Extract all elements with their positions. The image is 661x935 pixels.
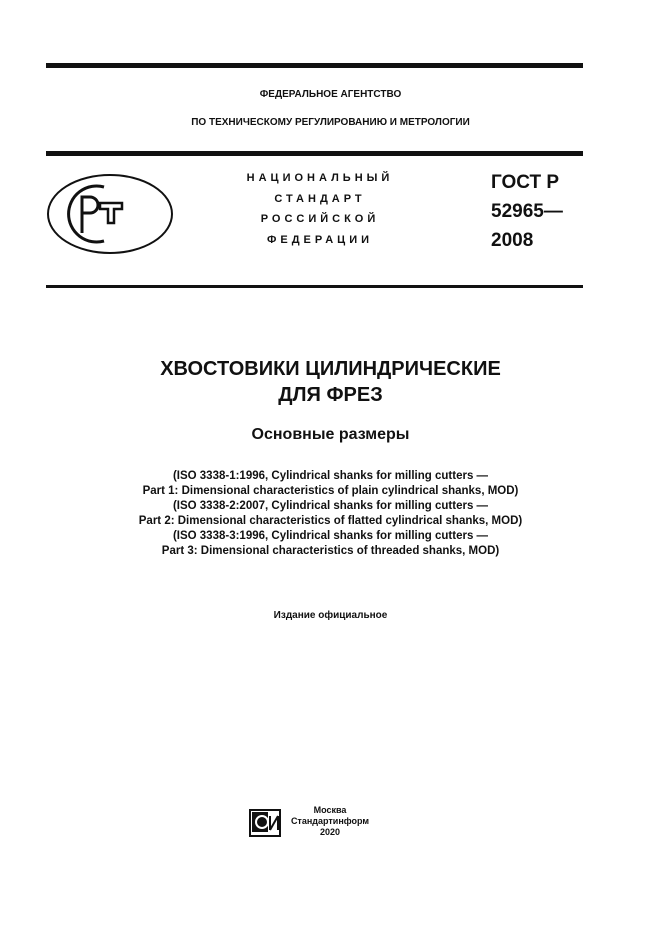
publisher-name: Стандартинформ xyxy=(290,816,370,826)
iso-ref-line: Part 3: Dimensional characteristics of threaded shanks, MOD) xyxy=(161,545,500,557)
standard-type-line: НАЦИОНАЛЬНЫЙ xyxy=(246,172,394,184)
gost-line: 2008 xyxy=(491,230,534,251)
iso-references xyxy=(0,469,661,559)
publisher-info xyxy=(290,805,370,838)
document-title xyxy=(0,356,661,408)
standartinform-logo-icon xyxy=(248,804,286,838)
iso-ref-line: (ISO 3338-2:2007, Cylindrical shanks for milling cutters — xyxy=(172,500,489,512)
iso-ref-line: Part 2: Dimensional characteristics of flatted cylindrical shanks, MOD) xyxy=(138,515,523,527)
gost-number xyxy=(491,168,563,255)
standard-type xyxy=(220,168,420,250)
agency-line-1: ФЕДЕРАЛЬНОЕ АГЕНТСТВО xyxy=(259,89,402,100)
agency-line-2: ПО ТЕХНИЧЕСКОМУ РЕГУЛИРОВАНИЮ И МЕТРОЛОГИИ xyxy=(191,117,470,128)
document-subtitle: Основные размеры xyxy=(251,426,410,443)
standard-type-line: РОССИЙСКОЙ xyxy=(260,213,380,225)
header-bottom-rule xyxy=(46,285,583,288)
title-line: ДЛЯ ФРЕЗ xyxy=(278,384,383,406)
publisher-city: Москва xyxy=(313,805,347,815)
header-rule xyxy=(46,151,583,156)
publication-year: 2020 xyxy=(319,827,341,837)
iso-ref-line: Part 1: Dimensional characteristics of plain cylindrical shanks, MOD) xyxy=(142,485,519,497)
top-rule xyxy=(46,63,583,68)
iso-ref-line: (ISO 3338-3:1996, Cylindrical shanks for milling cutters — xyxy=(172,530,489,542)
rst-logo-icon xyxy=(46,173,174,255)
edition-note: Издание официальное xyxy=(273,610,388,621)
gost-line: 52965— xyxy=(491,201,563,222)
gost-line: ГОСТ Р xyxy=(491,172,560,193)
title-line: ХВОСТОВИКИ ЦИЛИНДРИЧЕСКИЕ xyxy=(160,358,501,380)
standard-type-line: СТАНДАРТ xyxy=(274,192,366,205)
iso-ref-line: (ISO 3338-1:1996, Cylindrical shanks for milling cutters — xyxy=(172,470,489,482)
standard-type-line: ФЕДЕРАЦИИ xyxy=(266,233,374,246)
